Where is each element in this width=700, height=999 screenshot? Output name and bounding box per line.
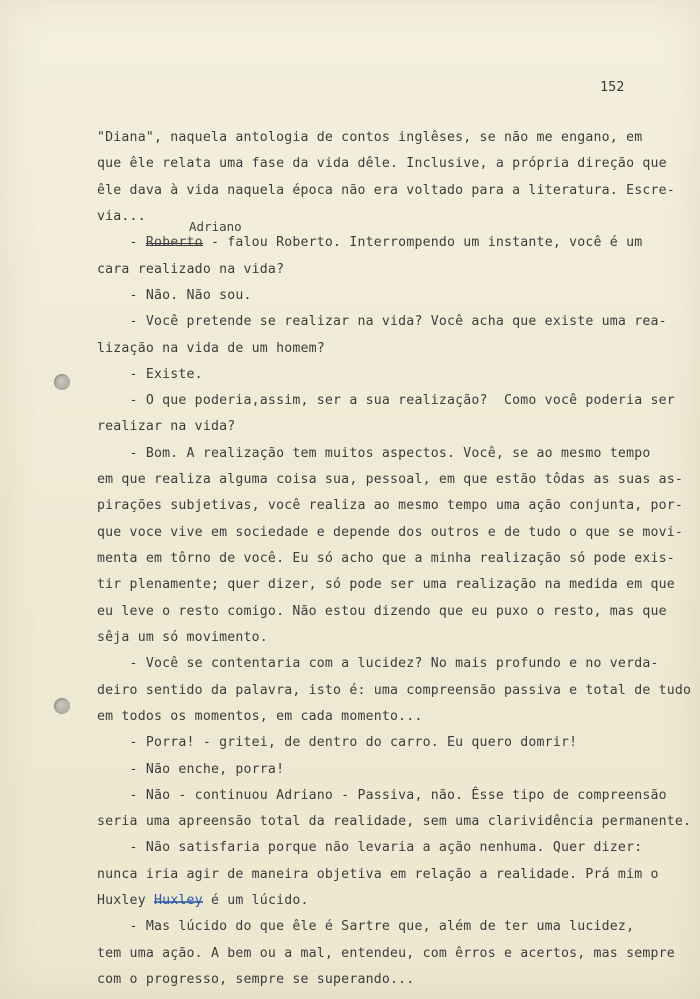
line-30-text: Huxley — [97, 893, 154, 908]
text-line-8: - Você pretende se realizar na vida? Você acha que existe uma rea- — [97, 314, 667, 329]
text-line-30 — [97, 893, 309, 908]
text-line-17: menta em tôrno de você. Eu só acho que a minha realização só pode exis- — [97, 551, 675, 566]
handwritten-insertion: Adriano — [189, 219, 242, 234]
text-line-5 — [97, 235, 642, 250]
text-line-1: "Diana", naquela antologia de contos inglêses, se não me engano, em — [97, 130, 643, 145]
text-line-24: - Porra! - gritei, de dentro do carro. Eu quero domrir! — [97, 735, 578, 750]
text-line-33: com o progresso, sempre se superando... — [97, 972, 415, 987]
text-line-16: que voce vive em sociedade e depende dos outros e de tudo o que se movi- — [97, 525, 684, 540]
text-line-28: - Não satisfaria porque não levaria a ação nenhuma. Quer dizer: — [97, 840, 643, 855]
binder-hole-bottom — [54, 698, 70, 714]
text-line-29: nunca iria agir de maneira objetiva em relação a realidade. Prá mim o — [97, 867, 659, 882]
text-line-31: - Mas lúcido do que êle é Sartre que, além de ter uma lucidez, — [97, 919, 635, 934]
text-line-6: cara realizado na vida? — [97, 262, 285, 277]
text-line-25: - Não enche, porra! — [97, 762, 285, 777]
text-line-9: lização na vida de um homem? — [97, 341, 325, 356]
text-line-22: deiro sentido da palavra, isto é: uma compreensão passiva e total de tudo — [97, 683, 692, 698]
text-line-4: via... — [97, 209, 146, 224]
text-line-19: eu leve o resto comigo. Não estou dizendo que eu puxo o resto, mas que — [97, 604, 667, 619]
text-line-14: em que realiza alguma coisa sua, pessoal, em que estão tôdas as suas as- — [97, 472, 684, 487]
binder-hole-top — [54, 374, 70, 390]
text-line-32: tem uma ação. A bem ou a mal, entendeu, com êrros e acertos, mas sempre — [97, 946, 675, 961]
text-line-18: tir plenamente; quer dizer, só pode ser uma realização na medida em que — [97, 577, 675, 592]
text-line-13: - Bom. A realização tem muitos aspectos. Você, se ao mesmo tempo — [97, 446, 651, 461]
blue-struck-word: Huxley — [153, 893, 203, 908]
text-line-2: que êle relata uma fase da vida dêle. Inclusive, a própria direção que — [97, 156, 667, 171]
line-5-prefix: - — [97, 235, 146, 250]
line-5-text: - falou Roberto. Interrompendo um instante, você é um — [202, 235, 643, 250]
text-line-7: - Não. Não sou. — [97, 288, 252, 303]
text-line-10: - Existe. — [97, 367, 203, 382]
text-line-11: - O que poderia,assim, ser a sua realização? Como você poderia ser — [97, 393, 675, 408]
text-line-12: realizar na vida? — [97, 419, 236, 434]
text-line-21: - Você se contentaria com a lucidez? No mais profundo e no verda- — [97, 656, 659, 671]
text-line-3: êle dava à vida naquela época não era voltado para a literatura. Escre- — [97, 183, 675, 198]
struck-word-roberto: Roberto — [145, 235, 203, 250]
line-30-tail: é um lúcido. — [202, 893, 309, 908]
text-line-26: - Não - continuou Adriano - Passiva, não. Êsse tipo de compreensão — [97, 788, 667, 803]
text-line-23: em todos os momentos, em cada momento... — [97, 709, 423, 724]
page-number: 152 — [600, 79, 625, 95]
text-line-15: pirações subjetivas, você realiza ao mesmo tempo uma ação conjunta, por- — [97, 498, 684, 513]
text-line-27: seria uma apreensão total da realidade, sem uma clarividência permanente. — [97, 814, 692, 829]
text-line-20: sêja um só movimento. — [97, 630, 268, 645]
